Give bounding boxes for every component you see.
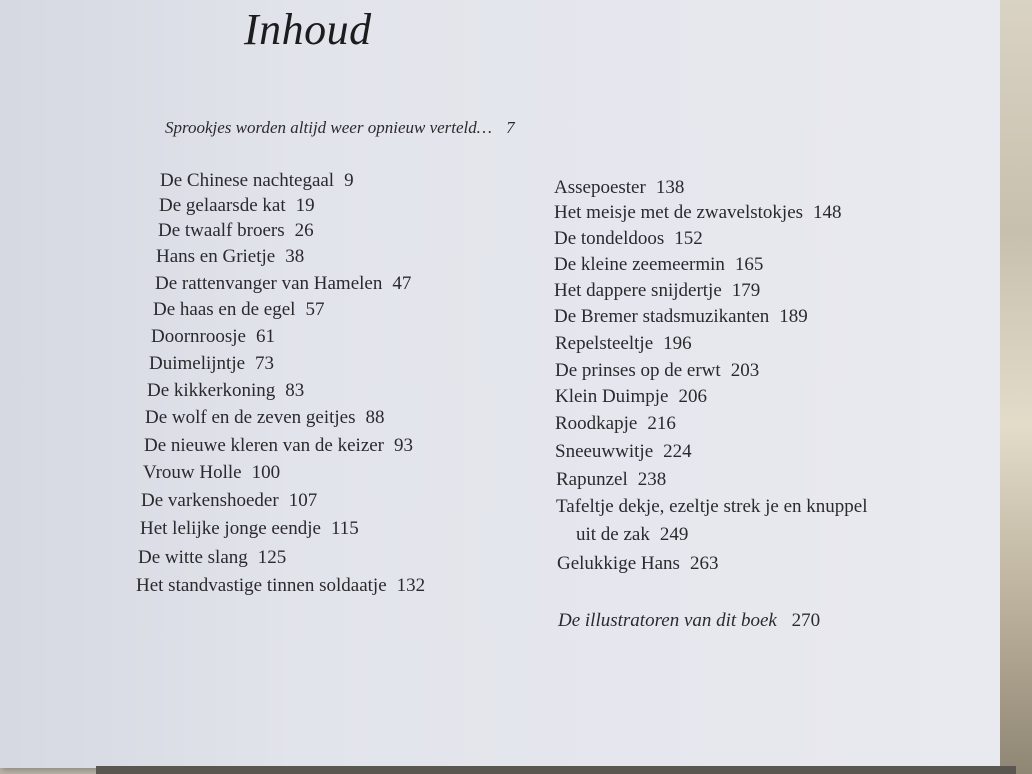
toc-entry bbox=[149, 353, 274, 375]
toc-entry-page: 115 bbox=[330, 518, 359, 539]
toc-entry bbox=[159, 195, 315, 217]
toc-entry-page: 138 bbox=[655, 177, 685, 198]
toc-entry-page: 88 bbox=[365, 407, 385, 428]
toc-entry-page: 179 bbox=[731, 280, 761, 301]
toc-entry bbox=[147, 380, 304, 402]
toc-entry-title: De gelaarsde kat bbox=[159, 195, 286, 216]
desk-background bbox=[1000, 0, 1032, 774]
toc-entry bbox=[151, 326, 275, 348]
toc-entry-title: Doornroosje bbox=[151, 326, 246, 347]
toc-entry bbox=[155, 273, 411, 295]
toc-entry-title: Het standvastige tinnen soldaatje bbox=[136, 575, 387, 596]
toc-entry-title: De Chinese nachtegaal bbox=[160, 170, 335, 191]
toc-entry-title: Sneeuwwitje bbox=[555, 441, 654, 462]
toc-entry bbox=[141, 490, 317, 512]
toc-entry-page: 148 bbox=[813, 202, 842, 223]
toc-entry-page: 249 bbox=[659, 524, 689, 545]
toc-entry bbox=[144, 435, 413, 457]
toc-entry-page: 7 bbox=[506, 118, 515, 137]
toc-entry-page: 132 bbox=[396, 575, 426, 596]
toc-entry bbox=[557, 553, 718, 575]
toc-entry-page: 238 bbox=[637, 469, 667, 490]
toc-entry bbox=[160, 170, 354, 192]
toc-entry bbox=[555, 360, 759, 382]
toc-entry-page: 47 bbox=[392, 273, 412, 294]
toc-entry-title: Tafeltje dekje, ezeltje strek je en knuppel bbox=[556, 496, 868, 517]
toc-entry bbox=[140, 518, 359, 540]
toc-entry-title: Sprookjes worden altijd weer opnieuw verteld… bbox=[165, 118, 492, 137]
toc-entry-page: 61 bbox=[255, 326, 275, 347]
toc-entry-title: Het dappere snijdertje bbox=[554, 280, 722, 301]
toc-entry-page: 19 bbox=[295, 195, 315, 216]
toc-entry bbox=[555, 333, 692, 355]
toc-entry-page: 189 bbox=[779, 306, 808, 327]
toc-entry-page: 270 bbox=[791, 610, 821, 631]
toc-entry-page: 9 bbox=[344, 170, 354, 191]
toc-entry bbox=[555, 386, 707, 408]
toc-entry bbox=[556, 496, 878, 518]
toc-entry bbox=[554, 306, 808, 328]
page-bottom-edge bbox=[96, 766, 1016, 774]
toc-entry-title: De kleine zeemeermin bbox=[554, 254, 725, 275]
toc-entry-title: De Bremer stadsmuzikanten bbox=[554, 306, 770, 327]
toc-entry-page: 216 bbox=[647, 413, 676, 434]
toc-entry-title: De illustratoren van dit boek bbox=[558, 610, 777, 631]
toc-entry-title: De haas en de egel bbox=[153, 299, 296, 320]
toc-entry-page: 93 bbox=[394, 435, 414, 456]
toc-entry-title: De nieuwe kleren van de keizer bbox=[144, 435, 385, 456]
toc-entry-title: Hans en Grietje bbox=[156, 246, 276, 267]
toc-entry-page: 152 bbox=[674, 228, 703, 249]
toc-entry-title: Rapunzel bbox=[556, 469, 628, 490]
toc-entry bbox=[554, 202, 842, 224]
toc-entry bbox=[156, 246, 304, 268]
toc-entry-title: Roodkapje bbox=[555, 413, 638, 434]
toc-entry bbox=[145, 407, 385, 429]
toc-entry bbox=[554, 254, 763, 276]
toc-entry-page: 26 bbox=[294, 220, 314, 241]
toc-entry-page: 263 bbox=[689, 553, 719, 574]
toc-entry-page: 73 bbox=[255, 353, 275, 374]
toc-entry-page: 203 bbox=[730, 360, 760, 381]
toc-entry-title: Het meisje met de zwavelstokjes bbox=[554, 202, 804, 223]
toc-entry-page: 125 bbox=[257, 547, 287, 568]
toc-entry-page: 83 bbox=[285, 380, 305, 401]
toc-entry-title: Klein Duimpje bbox=[555, 386, 669, 407]
toc-entry-page: 196 bbox=[663, 333, 692, 354]
toc-illustrators-entry bbox=[558, 610, 820, 632]
toc-entry-title: Het lelijke jonge eendje bbox=[140, 518, 321, 539]
toc-entry-page: 38 bbox=[285, 246, 305, 267]
toc-entry-page: 57 bbox=[305, 299, 325, 320]
toc-entry-title: De kikkerkoning bbox=[147, 380, 276, 401]
toc-entry-title: De varkenshoeder bbox=[141, 490, 279, 511]
toc-entry-page: 107 bbox=[288, 490, 318, 511]
toc-entry bbox=[136, 575, 425, 597]
toc-entry-title: De tondeldoos bbox=[554, 228, 665, 249]
toc-entry bbox=[143, 462, 280, 484]
toc-entry-title: Repelsteeltje bbox=[555, 333, 654, 354]
toc-entry-title: De witte slang bbox=[138, 547, 248, 568]
toc-intro-entry bbox=[165, 118, 515, 138]
toc-entry bbox=[554, 177, 684, 199]
toc-entry-title: Duimelijntje bbox=[149, 353, 246, 374]
toc-entry-page: 224 bbox=[663, 441, 692, 462]
page-title: Inhoud bbox=[244, 5, 372, 54]
toc-entry-page: 206 bbox=[678, 386, 707, 407]
toc-entry bbox=[554, 280, 760, 302]
toc-entry bbox=[158, 220, 314, 242]
toc-entry-title: De wolf en de zeven geitjes bbox=[145, 407, 356, 428]
toc-entry bbox=[554, 228, 703, 250]
toc-entry-title: De rattenvanger van Hamelen bbox=[155, 273, 383, 294]
toc-entry-title: De prinses op de erwt bbox=[555, 360, 721, 381]
toc-entry bbox=[555, 441, 692, 463]
toc-entry-title: Gelukkige Hans bbox=[557, 553, 680, 574]
toc-entry bbox=[138, 547, 286, 569]
toc-entry-title: Assepoester bbox=[554, 177, 646, 198]
toc-entry-title: De twaalf broers bbox=[158, 220, 285, 241]
toc-entry-title: uit de zak bbox=[576, 524, 650, 545]
toc-entry-title: Vrouw Holle bbox=[143, 462, 242, 483]
toc-entry bbox=[555, 413, 676, 435]
toc-entry bbox=[153, 299, 324, 321]
toc-entry-page: 165 bbox=[734, 254, 764, 275]
toc-entry bbox=[556, 469, 666, 491]
toc-entry-continuation bbox=[576, 524, 688, 546]
toc-entry-page: 100 bbox=[251, 462, 281, 483]
